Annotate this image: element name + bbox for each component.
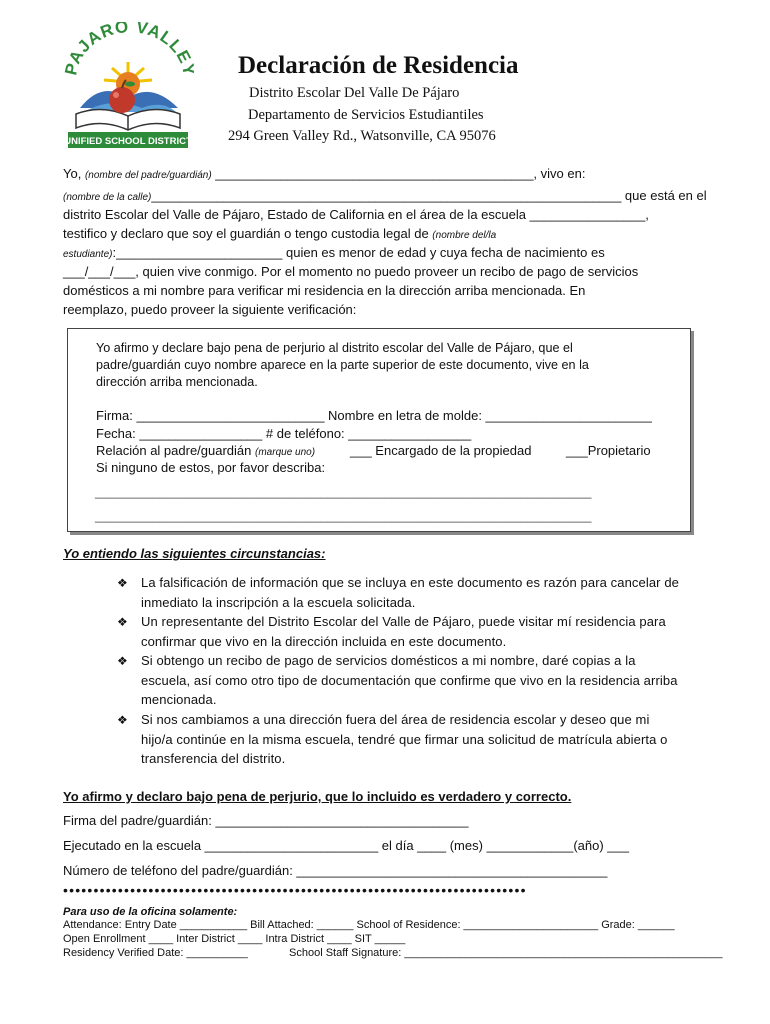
diamond-bullet-icon: ❖	[117, 615, 128, 629]
department-name: Departamento de Servicios Estudiantiles	[248, 107, 484, 123]
describe-line[interactable]: _____________________________________________________________________________	[95, 486, 592, 499]
student-hint-end: estudiante)	[63, 249, 113, 260]
describe-line[interactable]: _____________________________________________________________________________	[95, 510, 592, 523]
option-manager[interactable]: ___ Encargado de la propiedad	[350, 443, 532, 458]
intro-text: Yo,	[63, 166, 85, 181]
logo-arc-text: PAJARO VALLE	[62, 22, 194, 77]
district-logo	[62, 22, 194, 152]
check-one-hint: (marque uno)	[255, 447, 316, 458]
year-label: (año)	[573, 838, 608, 853]
office-row-enrollment[interactable]: Open Enrollment ____ Inter District ____ Intra District ____ SIT _____	[63, 933, 406, 945]
relationship-label: Relación al padre/guardián	[96, 443, 252, 458]
year-field[interactable]: ____________	[486, 838, 574, 853]
signature-printname-field[interactable]: Firma: __________________________ Nombre en letra de molde: _______________________	[96, 408, 652, 423]
affirmation-heading: Yo afirmo y declaro bajo pena de perjurio, que lo incluido es verdadero y correcto.	[63, 789, 572, 804]
office-use-heading: Para uso de la oficina solamente:	[63, 906, 238, 918]
page-title: Declaración de Residencia	[238, 52, 519, 79]
office-row-attendance[interactable]: Attendance: Entry Date ___________ Bill Attached: ______ School of Residence: ______________________ Grade: ______	[63, 919, 675, 931]
logo-banner-text: UNIFIED SCHOOL DISTRICT	[64, 136, 192, 147]
diamond-bullet-icon: ❖	[117, 576, 128, 590]
executed-at-school-field[interactable]	[63, 836, 629, 855]
circumstance-item: Si obtengo un recibo de pago de servicios domésticos a mi nombre, daré copias a la escuela, así como otro tipo de documentación que confirme que vivo en la residencia arriba mencionada.	[141, 653, 678, 707]
diamond-bullet-icon: ❖	[117, 654, 128, 668]
intro-text-line: domésticos a mi nombre para verificar mi residencia en la dirección arriba mencionada. En	[63, 283, 586, 298]
student-name-hint: (nombre del/la	[432, 230, 497, 241]
box-text: padre/guardián cuyo nombre aparece en la parte superior de este documento, vive en la	[96, 358, 589, 372]
intro-line-street	[63, 186, 707, 207]
box-text: Yo afirmo y declare bajo pena de perjurio al distrito escolar del Valle de Pájaro, que el	[96, 341, 573, 355]
office-row-verified-date[interactable]: Residency Verified Date: __________	[63, 947, 248, 959]
circumstance-item: Si nos cambiamos a una dirección fuera del área de residencia escolar y deseo que mi hijo/a continúe en la misma escuela, tendré que firmar una solicitud de matrícula abierta o transferencia del distrito.	[141, 712, 668, 766]
student-name-field[interactable]: :_______________________ quien es menor de edad y cuya fecha de nacimiento es	[112, 245, 605, 260]
intro-line-student	[63, 243, 605, 264]
option-owner[interactable]: ___Propietario	[566, 443, 651, 458]
district-name: Distrito Escolar Del Valle De Pájaro	[249, 85, 460, 101]
circumstance-item: La falsificación de información que se incluya en este documento es razón para cancelar de inmediato la inscripción a la escuela solicitada.	[141, 575, 679, 610]
circumstances-heading: Yo entiendo las siguientes circunstancias:	[63, 546, 326, 561]
box-text: dirección arriba mencionada.	[96, 375, 258, 389]
year-suffix-field[interactable]: ___	[607, 838, 629, 853]
intro-line-custody	[63, 224, 496, 245]
district-address: 294 Green Valley Rd., Watsonville, CA 95076	[228, 128, 496, 144]
dotted-separator: ••••••••••••••••••••••••••••••••••••••••••••••••••••••••••••••••••••••••••••	[63, 882, 527, 898]
parent-phone-field[interactable]: Número de teléfono del padre/guardián: ___________________________________________	[63, 863, 608, 878]
diamond-bullet-icon: ❖	[117, 713, 128, 727]
intro-text-line: reemplazo, puedo proveer la siguiente verificación:	[63, 302, 357, 317]
office-row-staff-signature[interactable]: School Staff Signature: ____________________________________________________	[289, 947, 723, 959]
date-phone-field[interactable]: Fecha: _________________ # de teléfono: _________________	[96, 426, 472, 441]
street-name-field[interactable]: _________________________________________________________________ que está en el	[151, 188, 707, 203]
circumstance-item: Un representante del Distrito Escolar del Valle de Pájaro, puede visitar mí residencia para confirmar que vivo en la dirección incluida en este documento.	[141, 614, 666, 649]
parent-name-hint: (nombre del padre/guardián)	[84, 170, 212, 181]
custody-text: testifico y declaro que soy el guardián o tengo custodia legal de	[63, 226, 433, 241]
street-name-hint: (nombre de la calle)	[63, 192, 152, 203]
parent-signature-field[interactable]: Firma del padre/guardián: ___________________________________	[63, 813, 469, 828]
intro-line-parent	[63, 164, 585, 185]
school-area-field[interactable]: distrito Escolar del Valle de Pájaro, Estado de California en el área de la escuela ________________,	[63, 207, 649, 222]
executed-text[interactable]: Ejecutado en la escuela ________________________ el día ____ (mes)	[63, 838, 487, 853]
parent-name-field[interactable]: ____________________________________________, vivo en:	[211, 166, 586, 181]
logo-graphic	[62, 22, 194, 152]
describe-label: Si ninguno de estos, por favor describa:	[96, 460, 326, 475]
birthdate-field[interactable]: ___/___/___, quien vive conmigo. Por el momento no puedo proveer un recibo de pago de servicios	[63, 264, 639, 279]
